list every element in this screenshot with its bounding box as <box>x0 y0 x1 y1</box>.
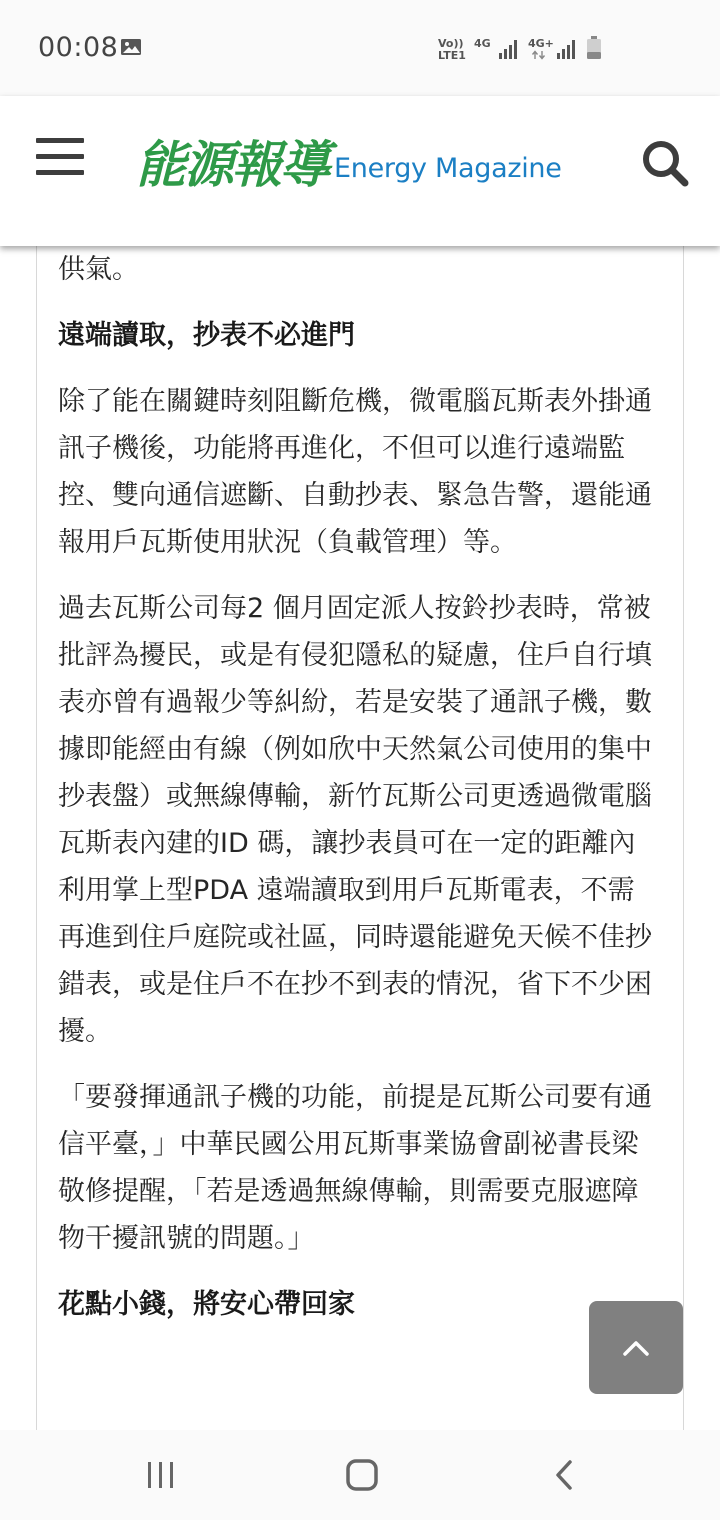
article-subheading: 花點小錢，將安心帶回家 <box>58 1289 355 1320</box>
search-icon[interactable] <box>640 138 690 188</box>
back-to-top-button[interactable] <box>589 1301 683 1394</box>
network-type-2: 4G+ <box>528 37 554 50</box>
lte-label: LTE1 <box>438 49 466 62</box>
site-logo[interactable] <box>136 126 562 196</box>
article-paragraph: 除了能在關鍵時刻阻斷危機，微電腦瓦斯表外掛通訊子機後，功能將再進化，不但可以進行遠端監控、雙向通信遮斷、自動抄表、緊急告警，還能通報用戶瓦斯使用狀況（負載管理）等。 <box>58 386 652 558</box>
article-paragraph: 供氣。 <box>58 254 139 285</box>
article-body <box>58 246 658 1328</box>
data-arrows-icon <box>531 50 547 60</box>
logo-en-text: Energy Magazine <box>334 152 562 184</box>
navigation-bar <box>0 1430 720 1520</box>
chevron-up-icon <box>622 1339 650 1357</box>
clock: 00:08 <box>38 32 119 63</box>
gallery-icon <box>120 38 142 56</box>
article-subheading: 遠端讀取，抄表不必進門 <box>58 320 355 351</box>
network-type-1: 4G <box>474 37 491 50</box>
home-icon[interactable] <box>344 1458 380 1492</box>
site-header <box>0 96 720 246</box>
status-bar <box>0 0 720 96</box>
volte-label: Vo)) <box>438 37 464 50</box>
battery-icon <box>586 36 602 60</box>
menu-icon[interactable] <box>36 138 84 174</box>
article-paragraph: 「要發揮通訊子機的功能，前提是瓦斯公司要有通信平臺，」中華民國公用瓦斯事業協會副祕書長梁敬修提醒，「若是透過無線傳輸，則需要克服遮障物干擾訊號的問題。」 <box>58 1082 652 1254</box>
logo-cjk-text: 能源報導 <box>136 135 328 194</box>
back-icon[interactable] <box>552 1458 576 1492</box>
article-paragraph: 過去瓦斯公司每2 個月固定派人按鈴抄表時，常被批評為擾民，或是有侵犯隱私的疑慮，住戶自行填表亦曾有過報少等糾紛，若是安裝了通訊子機，數據即能經由有線（例如欣中天然氣公司使用的集中抄表盤）或無線傳輸，新竹瓦斯公司更透過微電腦瓦斯表內建的ID 碼，讓抄表員可在一定的距離內利用掌上型PDA 遠端讀取到用戶瓦斯電表，不需再進到住戶庭院或社區，同時還能避免天候不佳抄錯表，或是住戶不在抄不到表的情況，省下不少困擾。 <box>58 593 652 1047</box>
signal-icon <box>556 38 578 60</box>
signal-icon <box>498 38 520 60</box>
recent-apps-icon[interactable] <box>146 1458 176 1492</box>
